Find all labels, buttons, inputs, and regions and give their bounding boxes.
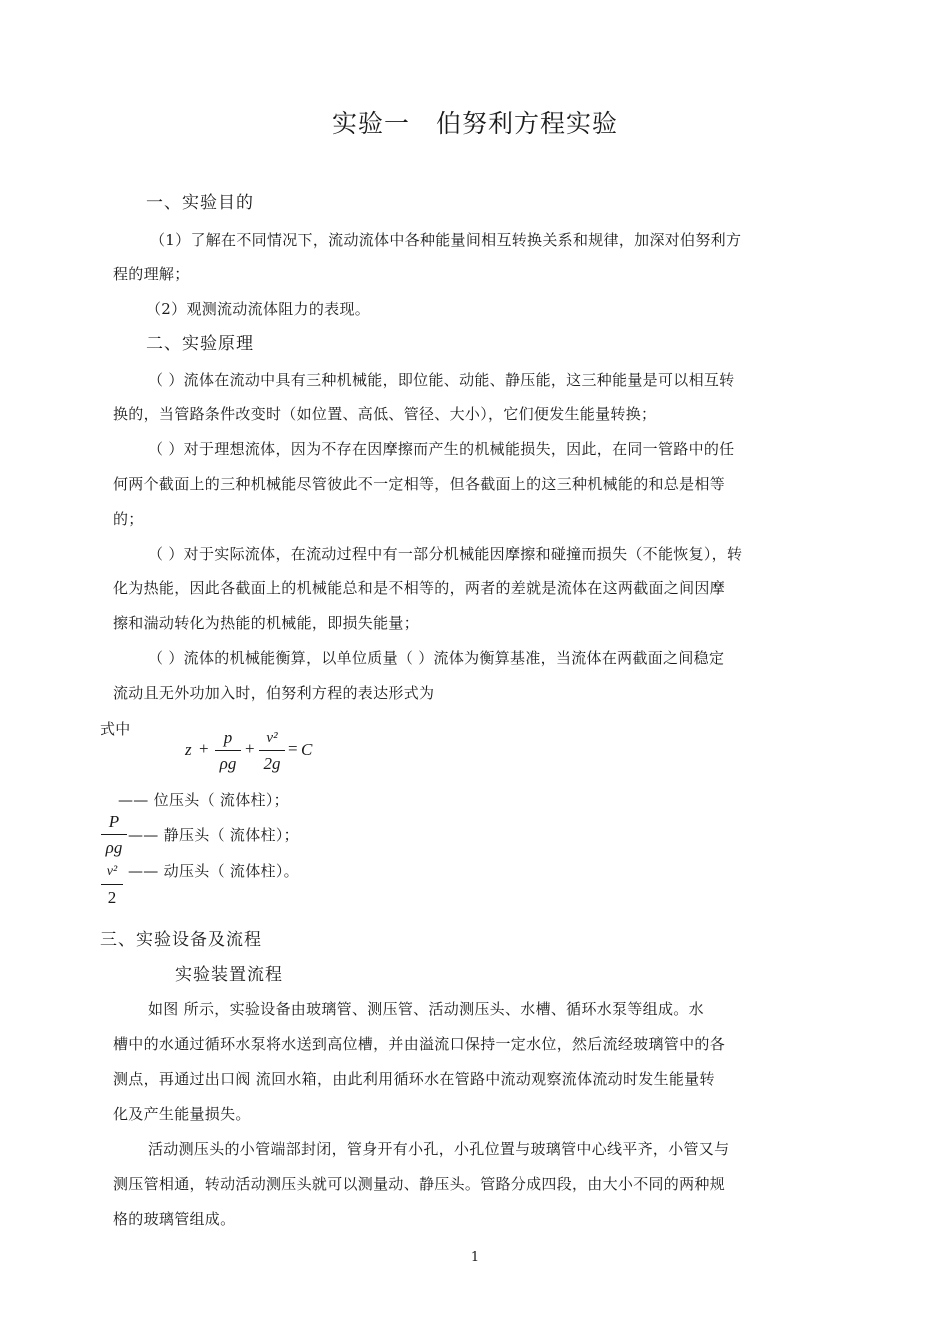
principle-p2-line-1: （ ）对于理想流体，因为不存在因摩擦而产生的机械能损失，因此，在同一管路中的任 bbox=[148, 440, 735, 458]
equipment-p1-line-4: 化及产生能量损失。 bbox=[113, 1105, 251, 1123]
section-heading-objectives: 一、实验目的 bbox=[146, 193, 254, 213]
def-p-numerator: P bbox=[101, 812, 127, 835]
objective-item-2: （2）观测流动流体阻力的表现。 bbox=[146, 300, 371, 318]
def-v-denominator: 2 bbox=[107, 888, 117, 907]
principle-p2-line-2: 何两个截面上的三种机械能尽管彼此不一定相等，但各截面上的这三种机械能的和总是相等 bbox=[113, 475, 726, 493]
eq-v-denominator: 2g bbox=[263, 754, 281, 773]
principle-p3-line-3: 擦和湍动转化为热能的机械能，即损失能量； bbox=[113, 614, 420, 632]
page-number: 1 bbox=[470, 1250, 480, 1265]
principle-p1-line-2: 换的，当管路条件改变时（如位置、高低、管径、大小），它们便发生能量转换； bbox=[113, 405, 657, 423]
def-velocity-head: —— 动压头（ 流体柱）。 bbox=[128, 862, 299, 880]
eq-z: z bbox=[185, 740, 192, 759]
def-pressure-fraction bbox=[101, 812, 127, 859]
equipment-p1-line-3: 测点，再通过出口阀 流回水箱，由此利用循环水在管路中流动观察流体流动时发生能量转 bbox=[113, 1070, 715, 1088]
page-title: 实验一 伯努利方程实验 bbox=[331, 109, 618, 138]
def-pressure-head: —— 静压头（ 流体柱）； bbox=[128, 826, 299, 844]
def-elevation-head: —— 位压头（ 流体柱）； bbox=[118, 791, 289, 809]
section-heading-equipment: 三、实验设备及流程 bbox=[100, 930, 262, 950]
objective-item-1-line-1: （1）了解在不同情况下，流动流体中各种能量间相互转换关系和规律，加深对伯努利方 bbox=[150, 231, 742, 249]
equipment-p1-line-2: 槽中的水通过循环水泵将水送到高位槽，并由溢流口保持一定水位，然后流经玻璃管中的各 bbox=[113, 1035, 726, 1053]
equipment-p2-line-2: 测压管相通，转动活动测压头就可以测量动、静压头。管路分成四段，由大小不同的两种规 bbox=[113, 1175, 726, 1193]
subheading-apparatus-flow: 实验装置流程 bbox=[175, 965, 283, 985]
eq-plus-2: + bbox=[245, 739, 255, 758]
equipment-p2-line-1: 活动测压头的小管端部封闭，管身开有小孔，小孔位置与玻璃管中心线平齐，小管又与 bbox=[148, 1140, 730, 1158]
def-velocity-fraction bbox=[101, 862, 123, 909]
formula-prefix: 式中 bbox=[100, 720, 131, 738]
equipment-p1-line-1: 如图 所示，实验设备由玻璃管、测压管、活动测压头、水槽、循环水泵等组成。水 bbox=[148, 1000, 704, 1018]
principle-p3-line-2: 化为热能，因此各截面上的机械能总和是不相等的，两者的差就是流体在这两截面之间因摩 bbox=[113, 579, 726, 597]
bernoulli-equation bbox=[185, 728, 345, 778]
eq-pressure-fraction bbox=[215, 728, 241, 775]
eq-constant: C bbox=[301, 740, 313, 759]
principle-p3-line-1: （ ）对于实际流体，在流动过程中有一部分机械能因摩擦和碰撞而损失（不能恢复），转 bbox=[148, 545, 743, 563]
def-v-numerator: v² bbox=[101, 862, 123, 885]
eq-p-numerator: p bbox=[215, 728, 241, 751]
eq-equals: = bbox=[288, 739, 298, 758]
def-p-denominator: ρg bbox=[105, 838, 123, 857]
section-heading-principle: 二、实验原理 bbox=[146, 334, 254, 354]
objective-item-1-line-2: 程的理解； bbox=[113, 265, 190, 283]
eq-v-numerator: v² bbox=[259, 728, 285, 751]
principle-p4-line-1: （ ）流体的机械能衡算，以单位质量（ ）流体为衡算基准，当流体在两截面之间稳定 bbox=[148, 649, 725, 667]
principle-p1-line-1: （ ）流体在流动中具有三种机械能，即位能、动能、静压能，这三种能量是可以相互转 bbox=[148, 371, 735, 389]
equipment-p2-line-3: 格的玻璃管组成。 bbox=[113, 1210, 236, 1228]
eq-velocity-fraction bbox=[259, 728, 285, 775]
eq-p-denominator: ρg bbox=[219, 754, 237, 773]
principle-p4-line-2: 流动且无外功加入时，伯努利方程的表达形式为 bbox=[113, 684, 435, 702]
principle-p2-line-3: 的； bbox=[113, 510, 144, 528]
eq-plus-1: + bbox=[199, 739, 209, 758]
